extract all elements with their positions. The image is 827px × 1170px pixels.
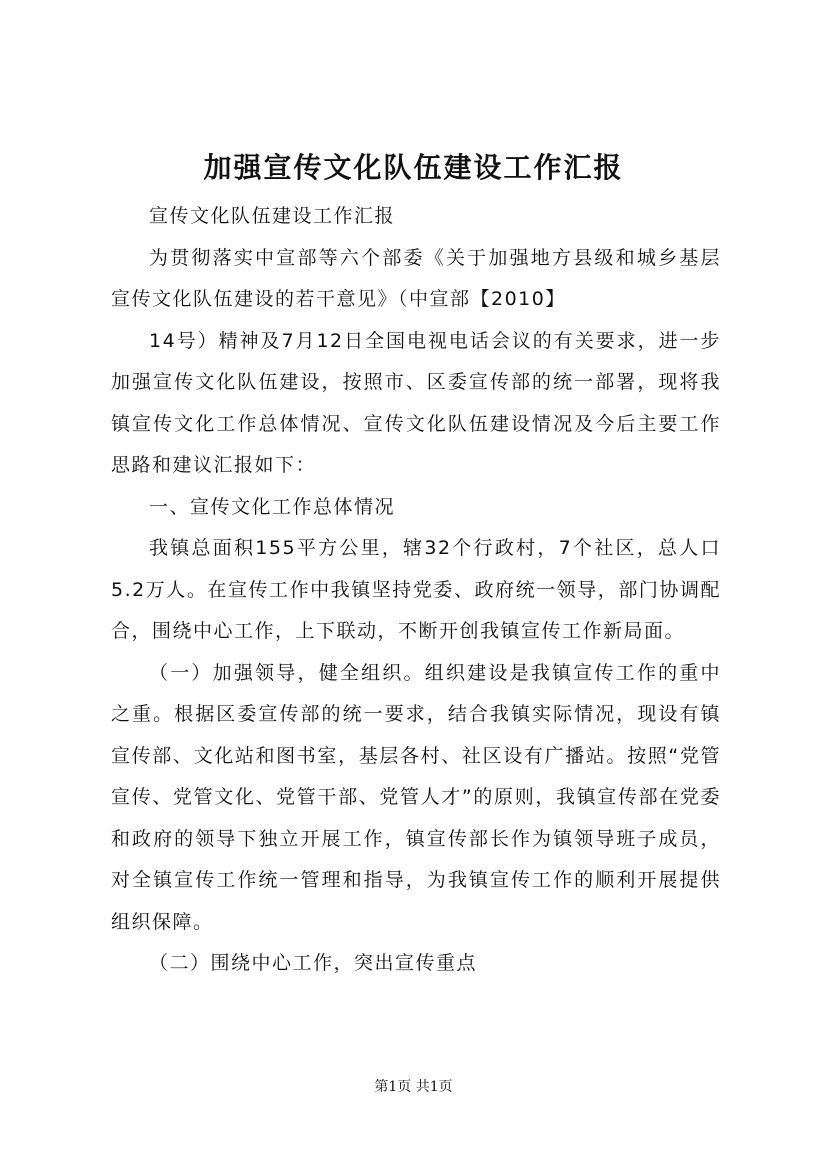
paragraph-organization: （一）加强领导，健全组织。组织建设是我镇宣传工作的重中之重。根据区委宣传部的统一要求，结合我镇实际情况，现设有镇宣传部、文化站和图书室，基层各村、社区设有广播站。按照“党管宣传、党管文化、党管干部、党管人才”的原则，我镇宣传部在党委和政府的领导下独立开展工作，镇宣传部长作为镇领导班子成员，对全镇宣传工作统一管理和指导，为我镇宣传工作的顺利开展提供组织保障。	[111, 661, 721, 933]
document-title: 加强宣传文化队伍建设工作汇报	[203, 151, 624, 184]
paragraph-intro-continued: 14号）精神及7月12日全国电视电话会议的有关要求，进一步加强宣传文化队伍建设，按照市、区委宣传部的统一部署，现将我镇宣传文化工作总体情况、宣传文化队伍建设情况及今后主要工作思路和建议汇报如下：	[111, 329, 721, 476]
paragraph-overview: 我镇总面积155平方公里，辖32个行政村，7个社区，总人口5.2万人。在宣传工作中我镇坚持党委、政府统一领导，部门协调配合，围绕中心工作，上下联动，不断开创我镇宣传工作新局面。	[111, 537, 721, 642]
paragraph-intro: 为贯彻落实中宣部等六个部委《关于加强地方县级和城乡基层宣传文化队伍建设的若干意见》（中宣部【2010】	[111, 246, 721, 310]
paragraph-subtitle: 宣传文化队伍建设工作汇报	[149, 205, 396, 227]
document-body	[111, 196, 721, 985]
page-footer: 第1页 共1页	[374, 1079, 453, 1095]
section-heading-1: 一、宣传文化工作总体情况	[149, 495, 396, 518]
subsection-heading-2: （二）围绕中心工作，突出宣传重点	[149, 952, 478, 974]
